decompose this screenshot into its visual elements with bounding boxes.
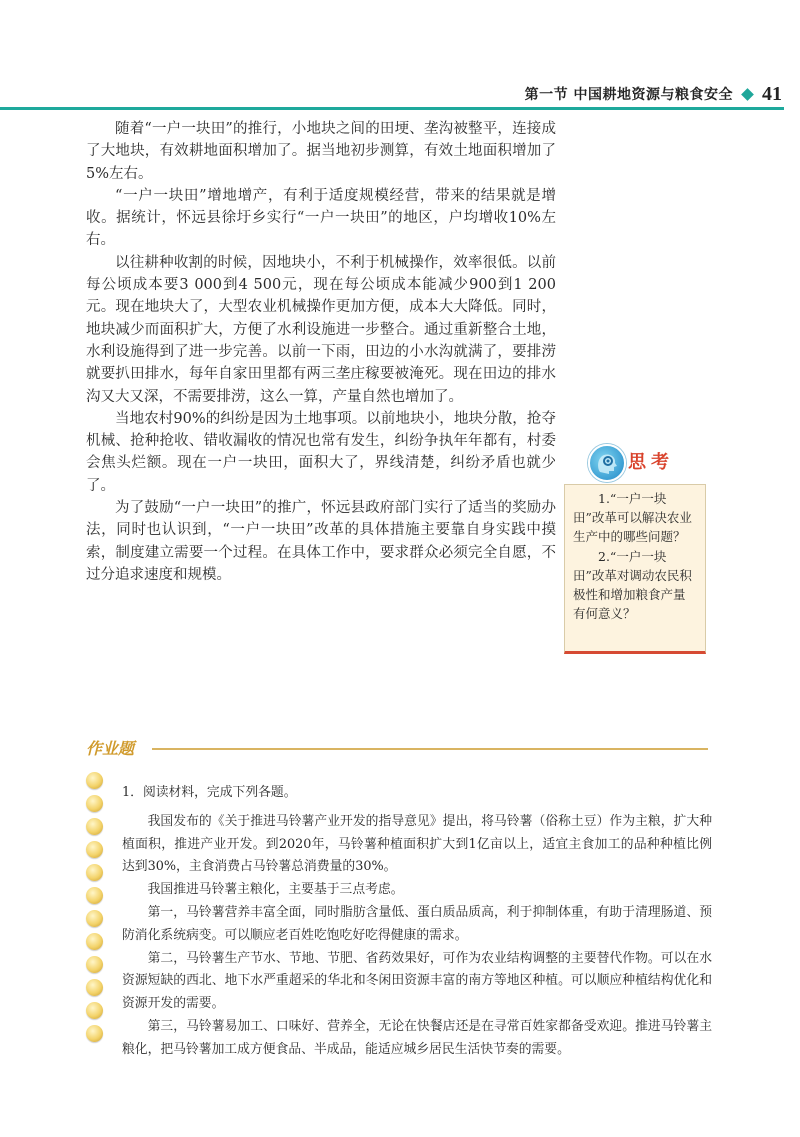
- homework-paragraph: 第二，马铃薯生产节水、节地、节肥、省药效果好，可作为农业结构调整的主要替代作物。可以在水资源短缺的西北、地下水严重超采的华北和冬闲田资源丰富的南方等地区种植。可以顺应种植结构优化和资源开发的需要。: [122, 950, 712, 1012]
- homework-paragraph: 第三，马铃薯易加工、口味好、营养全，无论在快餐店还是在寻常百姓家都备受欢迎。推进马铃薯主粮化，把马铃薯加工成方便食品、半成品，能适应城乡居民生活快节奏的需要。: [122, 1018, 712, 1057]
- diamond-icon: [741, 88, 754, 101]
- bullet-dot: [86, 956, 103, 973]
- main-text: [86, 118, 556, 586]
- header-rule: [0, 107, 784, 110]
- paragraph: 随着“一户一块田”的推行，小地块之间的田埂、垄沟被整平，连接成了大地块，有效耕地面积增加了。据当地初步测算，有效土地面积增加了5%左右。: [86, 121, 556, 182]
- homework-title: 作业题: [86, 739, 135, 758]
- bullet-dot: [86, 910, 103, 927]
- bullet-dot: [86, 795, 103, 812]
- think-title: 思考: [628, 452, 674, 473]
- homework-text: [122, 782, 712, 1062]
- page-number: 41: [762, 82, 782, 105]
- bullet-dot: [86, 1025, 103, 1042]
- homework-question: 1．阅读材料，完成下列各题。: [122, 785, 297, 800]
- running-header: [452, 82, 782, 106]
- section-title: 第一节 中国耕地资源与粮食安全: [524, 87, 733, 103]
- bullet-dot: [86, 818, 103, 835]
- paragraph: 为了鼓励“一户一块田”的推广，怀远县政府部门实行了适当的奖励办法，同时也认识到，“一户一块田”改革的具体措施主要靠自身实践中摸索，制度建立需要一个过程。在具体工作中，要求群众必须完全自愿，不过分追求速度和规模。: [86, 500, 556, 583]
- think-questions: [564, 484, 706, 654]
- bullet-dot: [86, 979, 103, 996]
- paragraph: “一户一块田”增地增产，有利于适度规模经营，带来的结果就是增收。据统计，怀远县徐圩乡实行“一户一块田”的地区，户均增收10%左右。: [86, 187, 556, 249]
- think-sidebar: [564, 444, 706, 654]
- homework-paragraph: 我国发布的《关于推进马铃薯产业开发的指导意见》提出，将马铃薯（俗称土豆）作为主粮，扩大种植面积，推进产业开发。到2020年，马铃薯种植面积扩大到1亿亩以上，适宜主食加工的品种种植比例达到30%，主食消费占马铃薯总消费量的30%。: [122, 813, 712, 875]
- paragraph: 以往耕种收割的时候，因地块小，不利于机械操作，效率很低。以前每公顷成本要3 000到4 500元，现在每公顷成本能减少900到1 200元。现在地块大了，大型农业机械操作更加方便，成本大大降低。同时，地块减少而面积扩大，方便了水利设施进一步整合。通过重新整合土地，水利设施得到了进一步完善。以前一下雨，田边的小水沟就满了，要排涝就要扒田排水，每年自家田里都有两三垄庄稼要被淹死。现在田边的排水沟又大又深，不需要排涝，这么一算，产量自然也增加了。: [86, 254, 556, 405]
- bullet-dot: [86, 772, 103, 789]
- bullet-dot: [86, 864, 103, 881]
- homework-paragraph: 第一，马铃薯营养丰富全面，同时脂肪含量低、蛋白质品质高，利于抑制体重，有助于清理肠道、预防消化系统病变。可以顺应老百姓吃饱吃好吃得健康的需求。: [122, 904, 712, 943]
- bullet-dot: [86, 933, 103, 950]
- homework-rule: [152, 748, 708, 750]
- bullet-dot: [86, 841, 103, 858]
- thinking-head-gear-icon: [588, 444, 626, 482]
- bullet-dot: [86, 887, 103, 904]
- think-question: 2.“一户一块田”改革对调动农民积极性和增加粮食产量有何意义？: [573, 548, 692, 622]
- homework-paragraph: 我国推进马铃薯主粮化，主要基于三点考虑。: [147, 882, 404, 898]
- bullet-dot: [86, 1002, 103, 1019]
- think-question: 1.“一户一块田”改革可以解决农业生产中的哪些问题？: [573, 491, 692, 545]
- paragraph: 当地农村90%的纠纷是因为土地事项。以前地块小，地块分散，抢夺机械、抢种抢收、错收漏收的情况也常有发生，纠纷争执年年都有，村委会焦头烂额。现在一户一块田，面积大了，界线清楚，纠纷矛盾也就少了。: [86, 410, 556, 494]
- think-header: [564, 444, 706, 484]
